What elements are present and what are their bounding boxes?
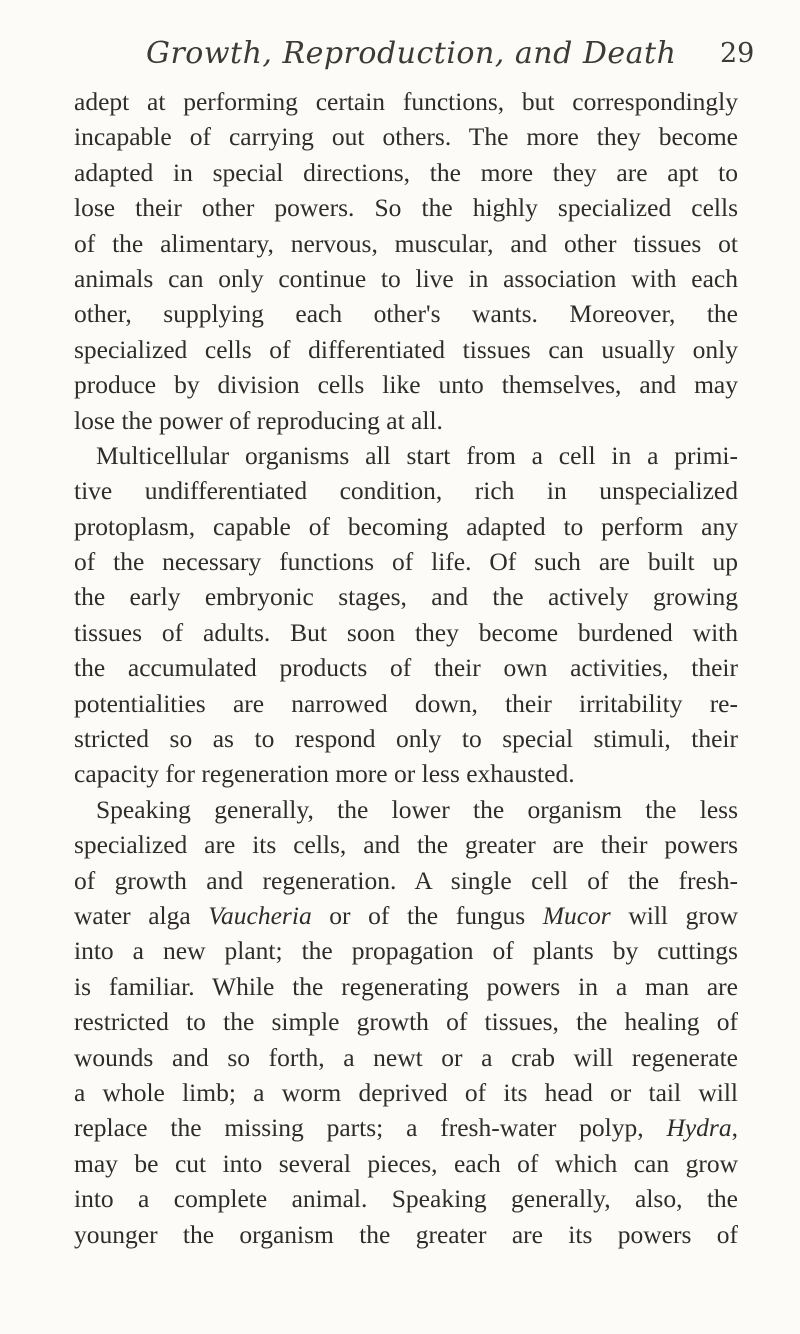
text-line: a whole limb; a worm deprived of its head or tail will: [74, 1077, 738, 1107]
text-line: lose their other powers. So the highly specialized cells: [74, 193, 738, 223]
text-segment: water alga: [74, 900, 209, 930]
text-line: Multicellular organisms all start from a cell in a primi-: [96, 440, 738, 470]
text-line: the early embryonic stages, and the actively growing: [74, 582, 738, 612]
text-segment: replace the missing parts; a fresh-water polyp,: [74, 1113, 667, 1143]
text-line: wounds and so forth, a newt or a crab will regenerate: [74, 1042, 738, 1072]
text-line: of growth and regeneration. A single cell of the fresh-: [74, 865, 738, 895]
text-line: specialized are its cells, and the greater are their powers: [74, 830, 738, 860]
text-line: tissues of adults. But soon they become burdened with: [74, 617, 738, 647]
text-line: of the alimentary, nervous, muscular, and other tissues ot: [74, 228, 738, 258]
body-text: [74, 84, 738, 1252]
text-line: protoplasm, capable of becoming adapted to perform any: [74, 511, 738, 541]
text-line: adept at performing certain functions, but correspondingly: [74, 87, 738, 116]
text-line-with-italics: [74, 898, 738, 933]
text-line: the accumulated products of their own activities, their: [74, 653, 738, 683]
text-line: Speaking generally, the lower the organism the less: [96, 794, 738, 824]
text-line: into a new plant; the propagation of plants by cuttings: [74, 936, 738, 966]
text-line: incapable of carrying out others. The more they become: [74, 122, 738, 152]
text-line: stricted so as to respond only to special stimuli, their: [74, 724, 738, 754]
text-line: into a complete animal. Speaking generally, also, the: [74, 1184, 738, 1214]
text-line-with-italics: [74, 1110, 738, 1145]
genus-name-vaucheria: Vaucheria: [208, 900, 312, 930]
text-line: specialized cells of differentiated tissues can usually only: [74, 334, 738, 364]
text-line: is familiar. While the regenerating powers in a man are: [74, 971, 738, 1001]
genus-name-hydra: Hydra: [666, 1113, 732, 1143]
text-line: potentialities are narrowed down, their irritability re-: [74, 688, 738, 718]
text-line: of the necessary functions of life. Of such are built up: [74, 547, 738, 577]
text-line: lose the power of reproducing at all.: [74, 405, 443, 435]
text-segment: or of the fungus: [311, 900, 543, 930]
text-line: produce by division cells like unto themselves, and may: [74, 370, 738, 400]
text-segment: will grow: [610, 900, 738, 930]
page-number: 29: [720, 38, 755, 69]
running-title: Growth, Reproduction, and Death: [146, 36, 677, 71]
running-head: [0, 36, 800, 76]
text-line: other, supplying each other's wants. Moreover, the: [74, 299, 738, 329]
genus-name-mucor: Mucor: [542, 900, 611, 930]
text-segment: ,: [731, 1113, 738, 1143]
text-line: animals can only continue to live in association with each: [74, 263, 738, 293]
text-line: restricted to the simple growth of tissues, the healing of: [74, 1007, 738, 1037]
text-line: adapted in special directions, the more they are apt to: [74, 157, 738, 187]
text-line: capacity for regeneration more or less exhausted.: [74, 759, 575, 789]
text-line: younger the organism the greater are its powers of: [74, 1219, 738, 1249]
text-line: tive undifferentiated condition, rich in unspecialized: [74, 476, 738, 506]
text-line: may be cut into several pieces, each of which can grow: [74, 1148, 738, 1178]
